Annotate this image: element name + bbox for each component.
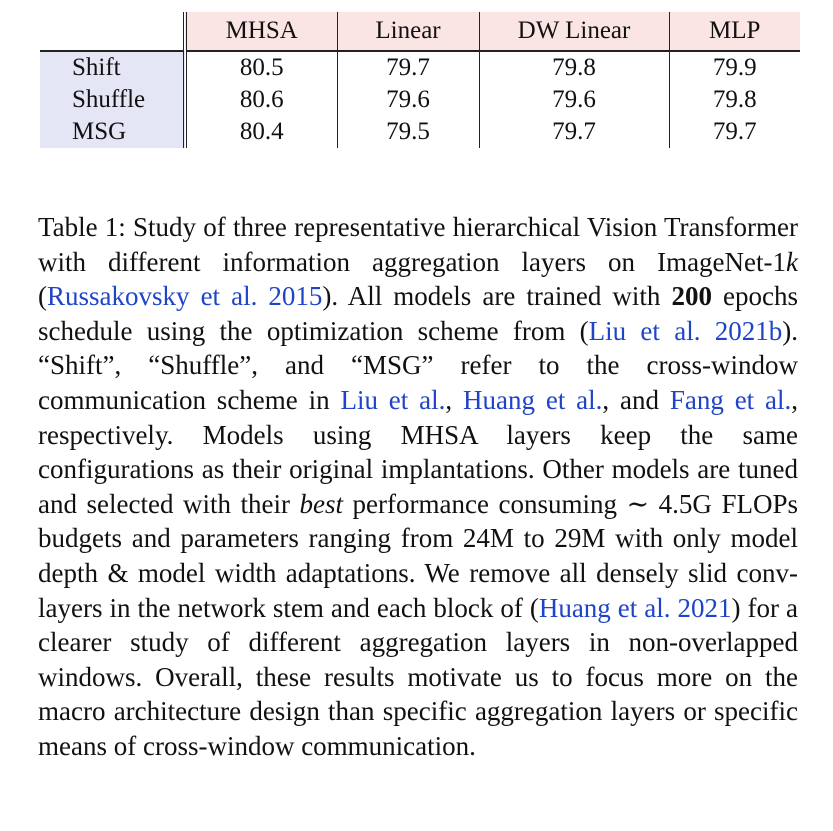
corner-cell	[40, 12, 185, 51]
table-cell: 79.8	[669, 84, 800, 116]
citation-link[interactable]: Russakovsky et al. 2015	[47, 281, 323, 312]
caption-text: ,	[445, 384, 463, 415]
column-header: Linear	[337, 12, 479, 51]
column-header: MLP	[669, 12, 800, 51]
table-cell: 79.7	[479, 116, 669, 148]
caption-text: , respectively. Models using MHSA layers keep the same configurations as their original implantations. Other models are tuned and selected with their	[38, 384, 799, 519]
table-cell: 79.6	[337, 84, 479, 116]
column-header: DW Linear	[479, 12, 669, 51]
table-row	[40, 84, 800, 116]
caption-text: Table 1: Study of three representative hierarchical Vision Transformer with different information aggregation layers on ImageNet-1	[38, 212, 798, 277]
row-label: Shift	[40, 51, 185, 84]
table-cell: 79.9	[669, 51, 800, 84]
table-cell: 80.6	[239, 86, 284, 113]
table-cell: 79.7	[337, 51, 479, 84]
caption-text: ) for a clearer study of different aggregation layers in non-overlapped windows. Overall, these results motivate us to focus more on the macro architecture design than specific aggregation layers or specific means of cross-window communication.	[38, 592, 798, 761]
citation-link[interactable]: Liu et al.	[340, 384, 446, 415]
table-row	[40, 51, 800, 84]
table-cell: 79.8	[479, 51, 669, 84]
caption-italic-k: k	[786, 246, 798, 277]
caption-text: performance consuming ∼ 4.5G FLOPs budgets and parameters ranging from 24M to 29M with only model depth & model width adaptations. We remove all densely slid conv-layers in the network stem and each block of (	[38, 488, 798, 623]
column-header: MHSA	[185, 12, 337, 51]
table-caption	[38, 210, 798, 764]
caption-text: ). “Shift”, “Shuffle”, and “MSG” refer to the cross-window communication scheme in	[38, 315, 798, 415]
table-cell: 79.7	[669, 116, 800, 148]
caption-text: epochs schedule using the optimization scheme from (	[38, 281, 798, 346]
results-table-container	[40, 12, 800, 148]
caption-bold-epochs: 200	[671, 281, 712, 312]
caption-text: ). All models are trained with	[322, 281, 672, 312]
row-label: Shuffle	[40, 84, 185, 116]
table-header-row	[40, 12, 800, 51]
table-cell: 80.4	[239, 118, 284, 145]
citation-link[interactable]: Huang et al.	[463, 384, 603, 415]
caption-italic-best: best	[299, 488, 344, 519]
row-label: MSG	[40, 116, 185, 148]
table-cell: 79.6	[479, 84, 669, 116]
results-table	[40, 12, 800, 148]
caption-text: (	[38, 281, 47, 312]
citation-link[interactable]: Fang et al.	[669, 384, 792, 415]
table-cell: 80.5	[185, 51, 337, 84]
table-cell: 79.5	[337, 116, 479, 148]
citation-link[interactable]: Liu et al. 2021b	[588, 315, 783, 346]
table-row	[40, 116, 800, 148]
citation-link[interactable]: Huang et al. 2021	[538, 592, 732, 623]
caption-text: , and	[602, 384, 670, 415]
